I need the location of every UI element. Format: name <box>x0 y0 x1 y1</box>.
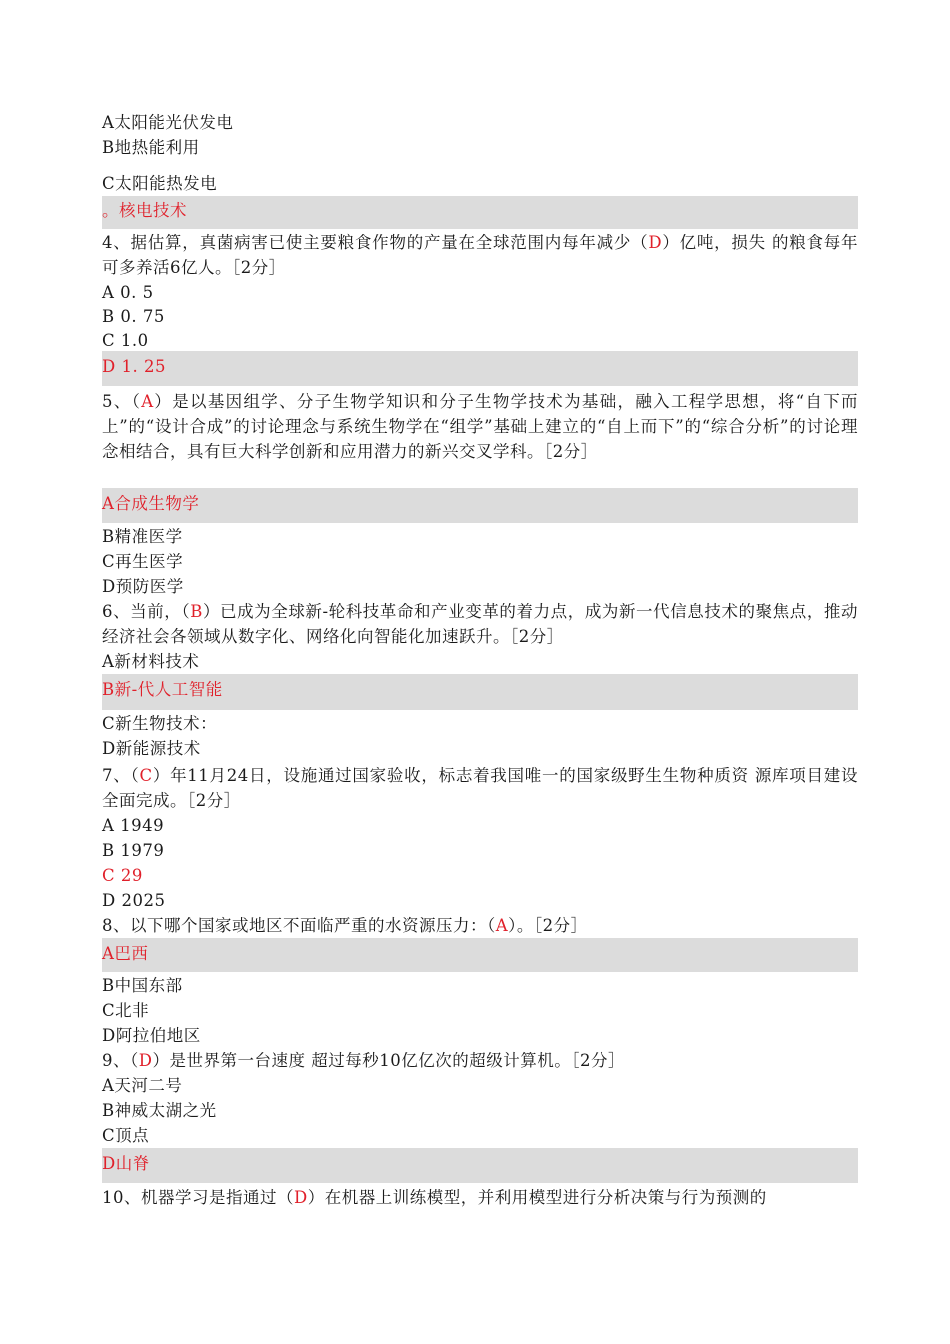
q6-question <box>102 599 858 649</box>
q4-option-a: A 0. 5 <box>102 283 154 302</box>
q7-question-pre: 7、（ <box>102 766 140 785</box>
q10-question-pre: 10、机器学习是指通过（ <box>102 1188 294 1207</box>
q9-option-a: A天河二号 <box>102 1076 183 1095</box>
q4-question <box>102 230 858 280</box>
q10-question-post: ）在机器上训练模型，并利用模型进行分析决策与行为预测的 <box>307 1188 767 1207</box>
q10-answer: D <box>294 1188 308 1207</box>
q9-question-post: ）是世界第一台速度 超过每秒10亿亿次的超级计算机。［2分］ <box>152 1051 625 1070</box>
q6-answer: B <box>190 602 203 621</box>
q9-option-b: B神威太湖之光 <box>102 1101 217 1120</box>
q7-question-post: ）年11月24日，设施通过国家验收，标志着我国唯一的国家级野生生物种质资 源库项目建设全面完成。［2分］ <box>102 766 858 810</box>
q5-option-c: C再生医学 <box>102 552 184 571</box>
q3-option-a: A太阳能光伏发电 <box>102 113 234 132</box>
q5-question-post: ）是以基因组学、分子生物学知识和分子生物学技术为基础，融入工程学思想，将“自下而上”的“设计合成”的讨论理念与系统生物学在“组学”基础上建立的“自上而下”的“综合分析”的讨论理念相结合，具有巨大科学创新和应用潜力的新兴交叉学科。［2分］ <box>102 392 859 461</box>
q8-answer: A <box>495 916 509 935</box>
q7-answer: C <box>139 766 153 785</box>
q10-question <box>102 1185 858 1210</box>
q4-question-post: ）亿吨，损失 的粮食每年可多养活6亿人。［2分］ <box>102 233 858 277</box>
q4-option-c: C 1.0 <box>102 331 149 350</box>
q5-option-a: A合成生物学 <box>102 494 200 513</box>
q6-question-pre: 6、当前，（ <box>102 602 191 621</box>
q6-option-b: B新-代人工智能 <box>102 680 223 699</box>
q7-question <box>102 763 858 813</box>
q5-question-pre: 5、（ <box>102 392 142 411</box>
q9-question <box>102 1048 858 1073</box>
q4-question-pre: 4、据估算，真菌病害已使主要粮食作物的产量在全球范围内每年减少（ <box>102 233 649 252</box>
q9-option-c: C顶点 <box>102 1126 150 1145</box>
q4-answer: D <box>648 233 663 252</box>
q6-option-a: A新材料技术 <box>102 652 200 671</box>
q8-question <box>102 913 858 938</box>
q8-option-d: D阿拉伯地区 <box>102 1026 201 1045</box>
q7-option-d: D 2025 <box>102 891 166 910</box>
q8-option-a: A巴西 <box>102 944 149 963</box>
q9-answer: D <box>138 1051 153 1070</box>
q4-option-b: B 0. 75 <box>102 307 165 326</box>
q9-option-d: D山脊 <box>102 1154 150 1173</box>
q6-option-d: D新能源技术 <box>102 739 201 758</box>
q8-option-b: B中国东部 <box>102 976 183 995</box>
q4-option-d: D 1. 25 <box>102 357 166 376</box>
q7-option-a: A 1949 <box>102 816 165 835</box>
q5-option-d: D预防医学 <box>102 577 184 596</box>
q3-option-c: C太阳能热发电 <box>102 174 218 193</box>
q6-option-c: C新生物技术： <box>102 714 218 733</box>
q8-question-pre: 8、以下哪个国家或地区不面临严重的水资源压力：（ <box>102 916 496 935</box>
q7-option-b: B 1979 <box>102 841 165 860</box>
q3-option-b: B地热能利用 <box>102 138 200 157</box>
q7-option-c: C 29 <box>102 866 143 885</box>
q5-option-b: B精准医学 <box>102 527 183 546</box>
q5-answer: A <box>141 392 154 411</box>
q8-question-post: ）。［2分］ <box>508 916 588 935</box>
q3-option-d: 。核电技术 <box>102 201 187 220</box>
q8-option-c: C北非 <box>102 1001 150 1020</box>
q6-question-post: ）已成为全球新-轮科技革命和产业变革的着力点，成为新一代信息技术的聚焦点，推动经济社会各领域从数字化、网络化向智能化加速跃升。［2分］ <box>102 602 858 646</box>
q9-question-pre: 9、（ <box>102 1051 139 1070</box>
q5-question <box>102 389 858 489</box>
